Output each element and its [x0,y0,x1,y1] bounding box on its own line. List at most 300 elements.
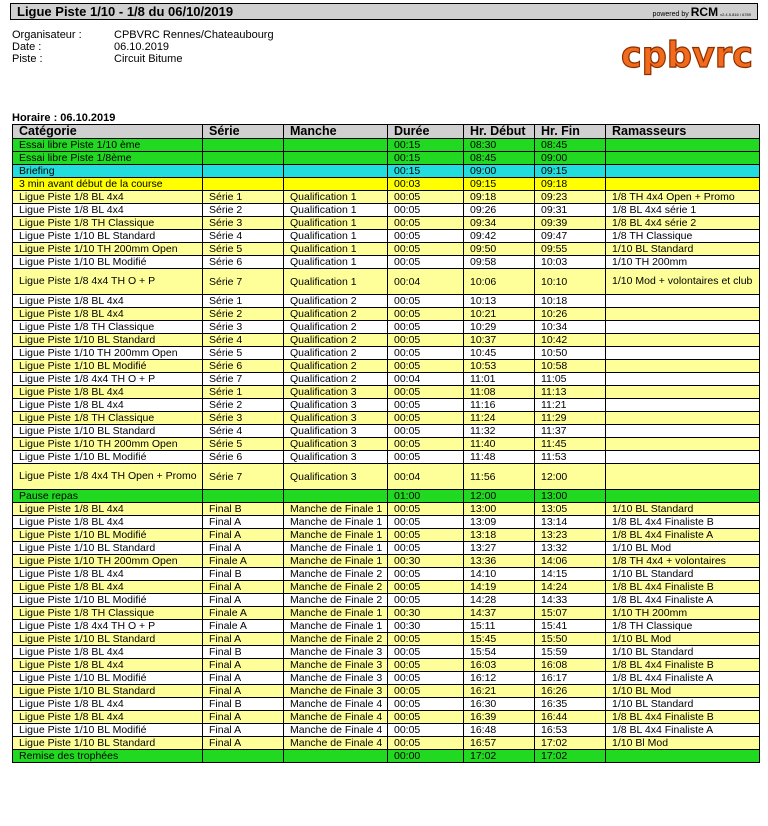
cell-ramasseurs: 1/10 Bl Mod [606,737,760,750]
cell-serie: Série 1 [203,386,284,399]
cell-serie [203,490,284,503]
cell-manche: Manche de Finale 1 [284,542,388,555]
cell-fin: 09:47 [535,230,606,243]
cell-categorie: Ligue Piste 1/10 TH 200mm Open [13,243,203,256]
cell-ramasseurs [606,750,760,763]
cell-ramasseurs [606,464,760,490]
col-manche: Manche [284,125,388,139]
table-row [13,373,760,386]
cell-duree: 00:05 [388,503,464,516]
cell-duree: 00:05 [388,412,464,425]
powered-by-text: powered by [652,11,689,18]
cell-debut: 16:30 [464,698,535,711]
cell-ramasseurs: 1/10 BL Standard [606,646,760,659]
schedule-body [13,139,760,763]
info-label: Date : [12,41,42,53]
table-row [13,269,760,295]
cell-ramasseurs: 1/10 BL Mod [606,685,760,698]
cell-duree: 00:05 [388,542,464,555]
cell-fin: 16:08 [535,659,606,672]
cell-categorie: Ligue Piste 1/8 BL 4x4 [13,711,203,724]
table-row [13,711,760,724]
cell-fin: 11:53 [535,451,606,464]
cell-manche: Qualification 2 [284,373,388,386]
cell-serie: Série 1 [203,295,284,308]
cell-duree: 00:05 [388,217,464,230]
cell-fin: 16:53 [535,724,606,737]
cell-ramasseurs: 1/8 TH 4x4 Open + Promo [606,191,760,204]
cell-ramasseurs [606,386,760,399]
cell-ramasseurs: 1/8 TH Classique [606,620,760,633]
cell-ramasseurs: 1/10 BL Standard [606,568,760,581]
cell-debut: 11:08 [464,386,535,399]
cell-categorie: Ligue Piste 1/10 BL Standard [13,633,203,646]
cell-duree: 00:05 [388,308,464,321]
cell-ramasseurs [606,360,760,373]
cell-ramasseurs [606,165,760,178]
info-value: Circuit Bitume [114,53,183,65]
table-row [13,490,760,503]
table-row [13,659,760,672]
cell-ramasseurs: 1/10 TH 200mm [606,607,760,620]
cell-fin: 12:00 [535,464,606,490]
cell-fin: 13:23 [535,529,606,542]
table-row [13,360,760,373]
cell-manche: Qualification 3 [284,464,388,490]
table-row [13,386,760,399]
cell-debut: 11:24 [464,412,535,425]
table-row [13,217,760,230]
cell-serie: Final A [203,594,284,607]
cell-debut: 11:48 [464,451,535,464]
cell-categorie: Ligue Piste 1/10 BL Modifié [13,360,203,373]
cell-serie: Final A [203,711,284,724]
table-row [13,516,760,529]
cell-categorie: Remise des trophées [13,750,203,763]
info-value: 06.10.2019 [114,41,170,53]
cell-serie: Final A [203,672,284,685]
cell-serie: Final A [203,529,284,542]
cell-debut: 16:03 [464,659,535,672]
cell-debut: 09:34 [464,217,535,230]
table-row [13,308,760,321]
cell-serie: Série 3 [203,321,284,334]
cell-serie: Série 1 [203,191,284,204]
cell-serie: Série 4 [203,230,284,243]
cell-ramasseurs [606,152,760,165]
col-duree: Durée [388,125,464,139]
cell-ramasseurs: 1/8 BL 4x4 Finaliste B [606,711,760,724]
cell-fin: 10:26 [535,308,606,321]
cell-debut: 11:32 [464,425,535,438]
table-row [13,737,760,750]
cell-manche: Qualification 2 [284,360,388,373]
cell-duree: 00:05 [388,711,464,724]
cell-debut: 10:37 [464,334,535,347]
cell-ramasseurs: 1/10 BL Mod [606,633,760,646]
cell-serie: Final B [203,503,284,516]
cell-duree: 00:15 [388,139,464,152]
cell-fin: 10:50 [535,347,606,360]
table-row [13,230,760,243]
cell-duree: 00:05 [388,659,464,672]
cell-debut: 14:10 [464,568,535,581]
cell-manche: Qualification 2 [284,347,388,360]
cell-manche [284,165,388,178]
cell-duree: 00:05 [388,516,464,529]
table-row [13,633,760,646]
table-row [13,685,760,698]
table-row [13,529,760,542]
cell-duree: 00:05 [388,386,464,399]
cell-serie: Série 4 [203,334,284,347]
cell-serie: Final A [203,685,284,698]
table-row [13,503,760,516]
cell-duree: 00:05 [388,568,464,581]
cell-fin: 16:17 [535,672,606,685]
cell-manche: Qualification 2 [284,308,388,321]
cell-duree: 00:04 [388,464,464,490]
cell-categorie: Ligue Piste 1/8 BL 4x4 [13,399,203,412]
schedule-table [12,124,760,763]
cell-fin: 13:05 [535,503,606,516]
cell-manche [284,490,388,503]
col-categorie: Catégorie [13,125,203,139]
cell-manche: Manche de Finale 4 [284,737,388,750]
cell-debut: 09:42 [464,230,535,243]
table-row [13,204,760,217]
cell-manche: Manche de Finale 2 [284,633,388,646]
cell-categorie: Ligue Piste 1/10 BL Modifié [13,672,203,685]
cell-fin: 11:29 [535,412,606,425]
cell-serie: Série 7 [203,464,284,490]
cell-fin: 14:24 [535,581,606,594]
cell-serie: Final A [203,633,284,646]
version-text: v2.4.5.816 / 6789 [720,12,751,17]
cell-serie: Série 7 [203,373,284,386]
brand-name: RCM [690,5,719,19]
cell-fin: 16:35 [535,698,606,711]
cell-debut: 10:45 [464,347,535,360]
cell-manche: Manche de Finale 1 [284,620,388,633]
col-ramasseurs: Ramasseurs [606,125,760,139]
cell-categorie: Ligue Piste 1/8 BL 4x4 [13,659,203,672]
cell-duree: 00:05 [388,698,464,711]
cell-fin: 09:39 [535,217,606,230]
cell-fin: 09:55 [535,243,606,256]
cell-serie: Final A [203,724,284,737]
cell-duree: 00:05 [388,594,464,607]
cell-ramasseurs [606,308,760,321]
cell-fin: 15:41 [535,620,606,633]
table-row [13,321,760,334]
cell-categorie: Essai libre Piste 1/10 ème [13,139,203,152]
cell-duree: 00:05 [388,685,464,698]
cell-manche: Qualification 3 [284,425,388,438]
cell-categorie: Ligue Piste 1/10 TH 200mm Open [13,438,203,451]
cell-ramasseurs: 1/10 TH 200mm [606,256,760,269]
cell-serie: Série 3 [203,217,284,230]
cell-manche: Qualification 3 [284,386,388,399]
cell-manche: Qualification 3 [284,451,388,464]
cell-duree: 00:15 [388,165,464,178]
cell-categorie: Ligue Piste 1/10 BL Modifié [13,451,203,464]
cell-debut: 10:53 [464,360,535,373]
cell-duree: 00:05 [388,295,464,308]
cell-categorie: Essai libre Piste 1/8ème [13,152,203,165]
cell-manche: Manche de Finale 4 [284,711,388,724]
table-row [13,555,760,568]
cell-categorie: Briefing [13,165,203,178]
table-row [13,243,760,256]
table-row [13,568,760,581]
cell-fin: 14:06 [535,555,606,568]
cell-categorie: Ligue Piste 1/8 TH Classique [13,607,203,620]
cell-manche: Manche de Finale 4 [284,698,388,711]
table-row [13,334,760,347]
cell-fin: 15:59 [535,646,606,659]
cell-serie: Final A [203,516,284,529]
cell-ramasseurs [606,139,760,152]
cell-manche: Manche de Finale 1 [284,529,388,542]
cell-fin: 15:07 [535,607,606,620]
cell-fin: 15:50 [535,633,606,646]
cell-debut: 09:58 [464,256,535,269]
powered-by [653,4,751,23]
cell-duree: 00:05 [388,724,464,737]
cell-serie: Finale A [203,620,284,633]
cell-ramasseurs [606,295,760,308]
cell-manche [284,152,388,165]
cell-fin: 17:02 [535,750,606,763]
cell-manche: Qualification 1 [284,217,388,230]
cell-serie: Finale A [203,607,284,620]
cell-fin: 13:32 [535,542,606,555]
col-serie: Série [203,125,284,139]
table-row [13,139,760,152]
table-row [13,412,760,425]
cell-ramasseurs [606,412,760,425]
table-row [13,295,760,308]
cell-ramasseurs: 1/8 BL 4x4 Finaliste A [606,529,760,542]
cell-debut: 10:06 [464,269,535,295]
cell-duree: 00:05 [388,581,464,594]
cell-debut: 11:40 [464,438,535,451]
cell-serie: Final A [203,659,284,672]
cell-manche: Manche de Finale 3 [284,659,388,672]
cell-manche: Manche de Finale 3 [284,685,388,698]
info-track [12,53,274,65]
cell-categorie: Ligue Piste 1/8 BL 4x4 [13,516,203,529]
cell-debut: 11:16 [464,399,535,412]
cell-categorie: Ligue Piste 1/10 BL Standard [13,737,203,750]
cell-categorie: Ligue Piste 1/8 4x4 TH Open + Promo [13,464,203,490]
cell-ramasseurs: 1/10 BL Standard [606,503,760,516]
cell-serie: Série 6 [203,256,284,269]
cell-duree: 00:05 [388,204,464,217]
cell-duree: 00:05 [388,737,464,750]
cell-duree: 00:05 [388,399,464,412]
cell-fin: 17:02 [535,737,606,750]
cell-debut: 13:27 [464,542,535,555]
cell-duree: 00:30 [388,607,464,620]
cell-duree: 00:05 [388,256,464,269]
cell-manche: Qualification 3 [284,412,388,425]
cell-debut: 16:21 [464,685,535,698]
cell-debut: 10:29 [464,321,535,334]
cell-fin: 09:23 [535,191,606,204]
cell-manche: Manche de Finale 2 [284,581,388,594]
cell-categorie: Ligue Piste 1/8 BL 4x4 [13,698,203,711]
cell-duree: 00:05 [388,360,464,373]
cell-categorie: Ligue Piste 1/10 TH 200mm Open [13,555,203,568]
cell-categorie: Ligue Piste 1/8 TH Classique [13,412,203,425]
table-row [13,542,760,555]
cell-serie: Série 6 [203,451,284,464]
cell-debut: 08:45 [464,152,535,165]
cell-debut: 13:09 [464,516,535,529]
cell-fin: 10:34 [535,321,606,334]
cell-manche: Manche de Finale 2 [284,568,388,581]
cell-serie: Final B [203,646,284,659]
cell-duree: 00:05 [388,646,464,659]
cell-ramasseurs [606,399,760,412]
table-row [13,152,760,165]
cell-debut: 09:26 [464,204,535,217]
cell-ramasseurs [606,334,760,347]
info-label: Organisateur : [12,29,82,41]
cell-serie: Série 3 [203,412,284,425]
cell-duree: 00:05 [388,438,464,451]
cell-serie: Final B [203,568,284,581]
cell-duree: 00:03 [388,178,464,191]
cell-debut: 15:11 [464,620,535,633]
cell-debut: 08:30 [464,139,535,152]
cell-categorie: Ligue Piste 1/10 BL Modifié [13,529,203,542]
cell-debut: 09:50 [464,243,535,256]
cell-categorie: Ligue Piste 1/10 BL Standard [13,685,203,698]
cell-duree: 00:05 [388,334,464,347]
cell-serie: Final A [203,542,284,555]
cell-debut: 13:36 [464,555,535,568]
cell-debut: 10:13 [464,295,535,308]
cell-manche [284,139,388,152]
cell-debut: 15:45 [464,633,535,646]
cell-fin: 11:05 [535,373,606,386]
cell-fin: 16:26 [535,685,606,698]
cell-categorie: Ligue Piste 1/10 BL Standard [13,542,203,555]
cell-manche: Qualification 1 [284,256,388,269]
cell-categorie: Ligue Piste 1/8 4x4 TH O + P [13,620,203,633]
table-row [13,594,760,607]
cell-debut: 14:28 [464,594,535,607]
cell-debut: 16:48 [464,724,535,737]
table-row [13,464,760,490]
cell-ramasseurs: 1/8 BL 4x4 série 2 [606,217,760,230]
logo-text: cpbvrc [621,35,753,76]
cell-manche: Qualification 1 [284,204,388,217]
cell-duree: 01:00 [388,490,464,503]
col-debut: Hr. Début [464,125,535,139]
cell-manche: Manche de Finale 4 [284,724,388,737]
cell-ramasseurs [606,490,760,503]
cell-debut: 09:00 [464,165,535,178]
cell-ramasseurs: 1/8 BL 4x4 Finaliste B [606,516,760,529]
cell-manche: Qualification 2 [284,334,388,347]
cell-duree: 00:30 [388,620,464,633]
cell-ramasseurs: 1/8 BL 4x4 Finaliste A [606,594,760,607]
info-date [12,41,274,53]
cell-fin: 10:58 [535,360,606,373]
cell-fin: 09:31 [535,204,606,217]
table-row [13,724,760,737]
cell-serie [203,750,284,763]
cell-manche: Qualification 1 [284,191,388,204]
cell-duree: 00:05 [388,243,464,256]
cell-debut: 16:39 [464,711,535,724]
cell-fin: 11:37 [535,425,606,438]
cell-serie: Série 6 [203,360,284,373]
cell-duree: 00:05 [388,672,464,685]
cell-ramasseurs [606,347,760,360]
cell-categorie: Ligue Piste 1/8 BL 4x4 [13,191,203,204]
cell-serie: Série 5 [203,243,284,256]
table-row [13,178,760,191]
cell-debut: 11:01 [464,373,535,386]
page-title: Ligue Piste 1/10 - 1/8 du 06/10/2019 [17,4,234,19]
cell-manche: Manche de Finale 1 [284,503,388,516]
cell-serie: Série 2 [203,399,284,412]
table-row [13,165,760,178]
table-row [13,607,760,620]
table-row [13,620,760,633]
cell-categorie: Ligue Piste 1/8 TH Classique [13,217,203,230]
cell-duree: 00:30 [388,555,464,568]
cell-debut: 13:00 [464,503,535,516]
cell-categorie: Ligue Piste 1/10 BL Modifié [13,724,203,737]
cell-manche: Qualification 1 [284,269,388,295]
table-row [13,191,760,204]
cell-categorie: Ligue Piste 1/10 BL Standard [13,334,203,347]
cell-fin: 11:45 [535,438,606,451]
cell-categorie: Ligue Piste 1/8 BL 4x4 [13,581,203,594]
cell-manche: Manche de Finale 1 [284,516,388,529]
cell-categorie: Ligue Piste 1/8 BL 4x4 [13,308,203,321]
cell-fin: 14:15 [535,568,606,581]
cell-debut: 17:02 [464,750,535,763]
title-bar [10,3,758,20]
cell-fin: 08:45 [535,139,606,152]
cell-manche: Qualification 1 [284,230,388,243]
cell-manche: Qualification 1 [284,243,388,256]
table-row [13,672,760,685]
cell-categorie: Ligue Piste 1/8 BL 4x4 [13,503,203,516]
cell-ramasseurs: 1/8 BL 4x4 Finaliste B [606,659,760,672]
cpbvrc-logo [619,34,755,76]
cell-manche: Manche de Finale 1 [284,607,388,620]
cell-debut: 13:18 [464,529,535,542]
cell-serie [203,178,284,191]
cell-serie [203,152,284,165]
cell-debut: 14:37 [464,607,535,620]
cell-debut: 11:56 [464,464,535,490]
cell-manche: Qualification 2 [284,321,388,334]
table-row [13,581,760,594]
cell-fin: 09:18 [535,178,606,191]
cell-fin: 10:42 [535,334,606,347]
cell-fin: 09:15 [535,165,606,178]
cell-manche: Qualification 3 [284,399,388,412]
